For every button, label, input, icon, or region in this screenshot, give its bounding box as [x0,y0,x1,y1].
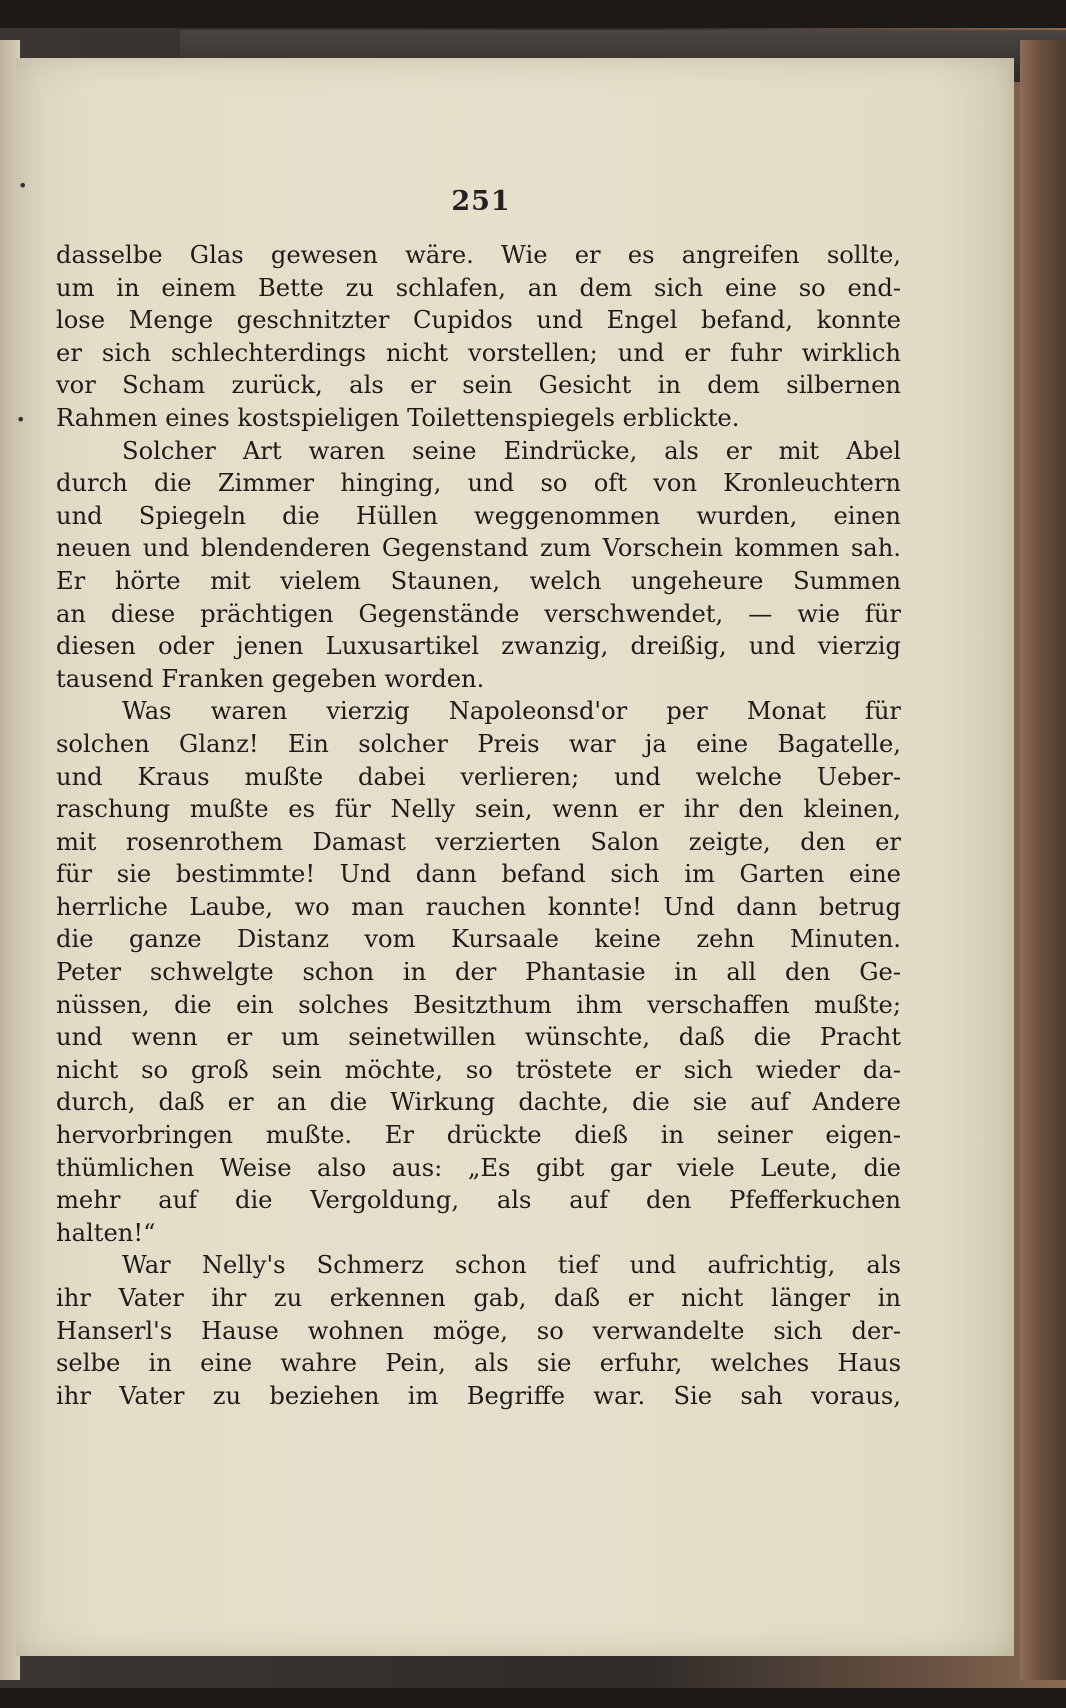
paper-page [16,58,1014,1656]
text-line: Was waren vierzig Napoleonsd'or per Monat für [122,697,901,726]
text-line: diesen oder jenen Luxusartikel zwanzig, dreißig, und vierzig [56,632,901,661]
text-line: Solcher Art waren seine Eindrücke, als er mit Abel [122,436,901,465]
text-line: hervorbringen mußte. Er drückte dieß in seiner eigen- [56,1121,901,1150]
text-line: ihr Vater zu beziehen im Begriffe war. Sie sah voraus, [56,1381,901,1410]
text-line: lose Menge geschnitzter Cupidos und Engel befand, konnte [56,306,901,335]
text-line: nüssen, die ein solches Besitzthum ihm verschaffen mußte; [56,990,901,1019]
text-line: und Spiegeln die Hüllen weggenommen wurden, einen [56,501,901,530]
text-line: selbe in eine wahre Pein, als sie erfuhr, welches Haus [56,1349,901,1378]
text-line: Hanserl's Hause wohnen möge, so verwandelte sich der- [56,1316,901,1345]
text-line: vor Scham zurück, als er sein Gesicht in dem silbernen [56,371,901,400]
page-number: 251 [451,186,511,217]
text-line: mit rosenrothem Damast verzierten Salon zeigte, den er [56,827,901,856]
text-line: an diese prächtigen Gegenstände verschwendet, — wie für [56,599,901,628]
cover-edge-right [1020,40,1066,1680]
text-line: für sie bestimmte! Und dann befand sich im Garten eine [56,860,901,889]
text-line: und wenn er um seinetwillen wünschte, daß die Pracht [56,1023,901,1052]
text-line: herrliche Laube, wo man rauchen konnte! Und dann betrug [56,892,901,921]
text-line: thümlichen Weise also aus: „Es gibt gar viele Leute, die [56,1153,901,1182]
text-line: er sich schlechterdings nicht vorstellen; und er fuhr wirklich [56,338,901,367]
text-line: halten!“ [56,1218,156,1247]
body-text [56,239,901,1412]
text-line: Rahmen eines kostspieligen Toilettenspiegels erblickte. [56,403,740,432]
margin-mark: • [16,410,26,429]
text-line: durch, daß er an die Wirkung dachte, die sie auf Andere [56,1088,901,1117]
text-line: Peter schwelgte schon in der Phantasie in all den Ge- [56,958,901,987]
text-line: War Nelly's Schmerz schon tief und aufrichtig, als [122,1251,901,1280]
text-line: durch die Zimmer hinging, und so oft von Kronleuchtern [56,469,901,498]
text-line: solchen Glanz! Ein solcher Preis war ja eine Bagatelle, [56,729,901,758]
text-line: nicht so groß sein möchte, so tröstete er sich wieder da- [56,1055,901,1084]
text-line: ihr Vater ihr zu erkennen gab, daß er nicht länger in [56,1284,901,1312]
text-line: dasselbe Glas gewesen wäre. Wie er es angreifen sollte, [56,241,901,269]
text-line: die ganze Distanz vom Kursaale keine zehn Minuten. [56,925,901,954]
text-line: raschung mußte es für Nelly sein, wenn er ihr den kleinen, [56,795,901,824]
text-line: um in einem Bette zu schlafen, an dem sich eine so end- [56,273,901,302]
text-line: tausend Franken gegeben worden. [56,664,485,693]
text-line: und Kraus mußte dabei verlieren; und welche Ueber- [56,762,901,791]
text-line: Er hörte mit vielem Staunen, welch ungeheure Summen [56,566,901,595]
text-line: neuen und blendenderen Gegenstand zum Vorschein kommen sah. [56,534,901,563]
margin-mark: • [18,176,28,195]
text-line: mehr auf die Vergoldung, als auf den Pfefferkuchen [56,1186,901,1215]
